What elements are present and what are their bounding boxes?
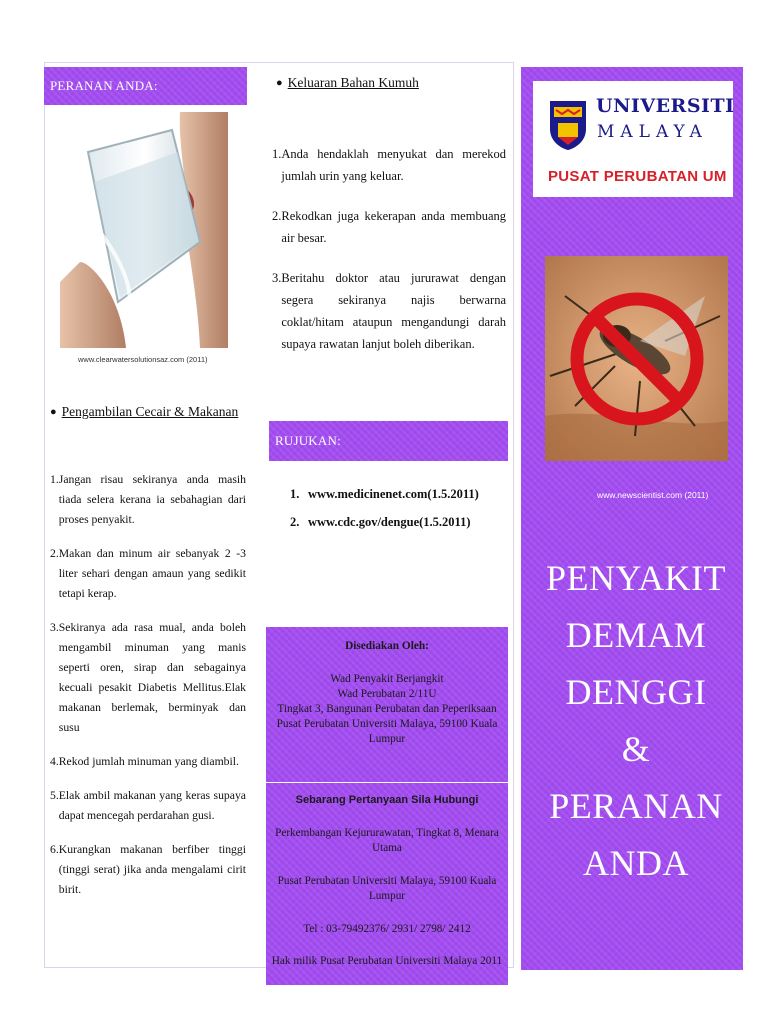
item-number: 1. bbox=[50, 473, 59, 486]
cecair-heading-text: Pengambilan Cecair & Makanan bbox=[61, 404, 239, 419]
item-number: 2. bbox=[272, 209, 282, 223]
title-line: & bbox=[621, 729, 651, 769]
mosquito-prohibition-photo bbox=[545, 256, 728, 461]
drinking-water-photo bbox=[60, 112, 228, 348]
item-text: Anda hendaklah menyukat dan merekod jumlah urin yang keluar. bbox=[281, 147, 506, 183]
list-item bbox=[50, 752, 246, 772]
item-text: Elak ambil makanan yang keras supaya dapat mencegah perdarahan gusi. bbox=[58, 789, 246, 822]
prepared-by-box bbox=[266, 627, 508, 782]
title-line: DENGGI bbox=[565, 672, 707, 712]
copyright-text: Hak milik Pusat Perubatan Universiti Malaya 2011 bbox=[271, 955, 503, 967]
reference-link: www.cdc.gov/dengue(1.5.2011) bbox=[308, 515, 471, 529]
item-number: 1. bbox=[272, 147, 282, 161]
item-number: 2. bbox=[290, 515, 300, 529]
list-item bbox=[50, 618, 246, 738]
title-line: PERANAN bbox=[549, 786, 723, 826]
water-photo-credit: www.clearwatersolutionsaz.com (2011) bbox=[78, 355, 208, 364]
rujukan-header bbox=[269, 421, 508, 461]
brochure-title bbox=[530, 550, 742, 892]
prepared-line: Pusat Perubatan Universiti Malaya, 59100 Kuala Lumpur bbox=[276, 718, 498, 745]
list-item bbox=[50, 544, 246, 604]
rujukan-label: RUJUKAN: bbox=[275, 433, 341, 448]
title-line: PENYAKIT bbox=[546, 558, 726, 598]
prepared-line: Wad Penyakit Berjangkit bbox=[330, 673, 444, 685]
logo-pusat-perubatan-text: PUSAT PERUBATAN UM bbox=[548, 168, 727, 185]
item-number: 3. bbox=[272, 271, 282, 285]
prepared-line: Wad Perubatan 2/11U bbox=[337, 688, 437, 700]
reference-list bbox=[290, 487, 479, 543]
contact-title: Sebarang Pertanyaan Sila Hubungi bbox=[295, 794, 479, 806]
list-item bbox=[50, 470, 246, 530]
list-item bbox=[50, 840, 246, 900]
reference-item bbox=[290, 515, 479, 530]
contact-line: Pusat Perubatan Universiti Malaya, 59100 Kuala Lumpur bbox=[277, 875, 497, 902]
item-number: 1. bbox=[290, 487, 300, 501]
bullet-icon: ● bbox=[276, 77, 283, 89]
kumuh-list bbox=[272, 143, 506, 373]
university-crest-icon bbox=[548, 99, 588, 151]
list-item bbox=[50, 786, 246, 826]
item-text: Sekiranya ada rasa mual, anda boleh mengambil minuman yang manis seperti oren, sirap dan sebagainya kecuali pesakit Diabetis Mellitus.Elak makanan berlemak, berminyak dan susu bbox=[58, 621, 246, 734]
prepared-line: Tingkat 3, Bangunan Perubatan dan Peperiksaan bbox=[277, 703, 497, 715]
prepared-by-title: Disediakan Oleh: bbox=[345, 640, 429, 652]
item-text: Rekod jumlah minuman yang diambil. bbox=[58, 755, 239, 768]
reference-link: www.medicinenet.com(1.5.2011) bbox=[308, 487, 479, 501]
item-number: 6. bbox=[50, 843, 59, 856]
contact-phone: Tel : 03-79492376/ 2931/ 2798/ 2412 bbox=[303, 923, 471, 935]
keluaran-bahan-kumuh-heading bbox=[276, 75, 419, 91]
list-item bbox=[272, 267, 506, 355]
peranan-anda-header bbox=[44, 67, 247, 105]
title-line: ANDA bbox=[583, 843, 689, 883]
bullet-icon: ● bbox=[50, 406, 57, 418]
contact-box bbox=[266, 783, 508, 985]
logo-malaya-text: MALAYA bbox=[597, 122, 708, 142]
list-item bbox=[272, 143, 506, 187]
item-text: Kurangkan makanan berfiber tinggi (tinggi serat) jika anda mengalami cirit birit. bbox=[58, 843, 246, 896]
title-line: DEMAM bbox=[565, 615, 707, 655]
kumuh-heading-text: Keluaran Bahan Kumuh bbox=[287, 75, 419, 90]
cecair-makanan-heading bbox=[50, 404, 238, 420]
item-text: Makan dan minum air sebanyak 2 -3 liter sehari dengan amaun yang sedikit tetapi kerap. bbox=[58, 547, 246, 600]
mosquito-photo-credit: www.newscientist.com (2011) bbox=[597, 490, 709, 500]
item-number: 5. bbox=[50, 789, 59, 802]
cecair-list bbox=[50, 470, 246, 914]
item-number: 4. bbox=[50, 755, 59, 768]
item-text: Jangan risau sekiranya anda masih tiada selera kerana ia sebahagian dari proses penyakit. bbox=[58, 473, 246, 526]
item-number: 3. bbox=[50, 621, 59, 634]
peranan-anda-label: PERANAN ANDA: bbox=[50, 78, 158, 93]
item-text: Rekodkan juga kekerapan anda membuang air besar. bbox=[281, 209, 506, 245]
item-number: 2. bbox=[50, 547, 59, 560]
item-text: Beritahu doktor atau jururawat dengan segera sekiranya najis berwarna coklat/hitam ataupun mengandungi darah supaya rawatan lanjut boleh diberikan. bbox=[281, 271, 506, 351]
contact-line: Perkembangan Kejururawatan, Tingkat 8, Menara Utama bbox=[275, 827, 499, 854]
list-item bbox=[272, 205, 506, 249]
reference-item bbox=[290, 487, 479, 502]
logo-universiti-text: UNIVERSITI bbox=[596, 95, 735, 117]
